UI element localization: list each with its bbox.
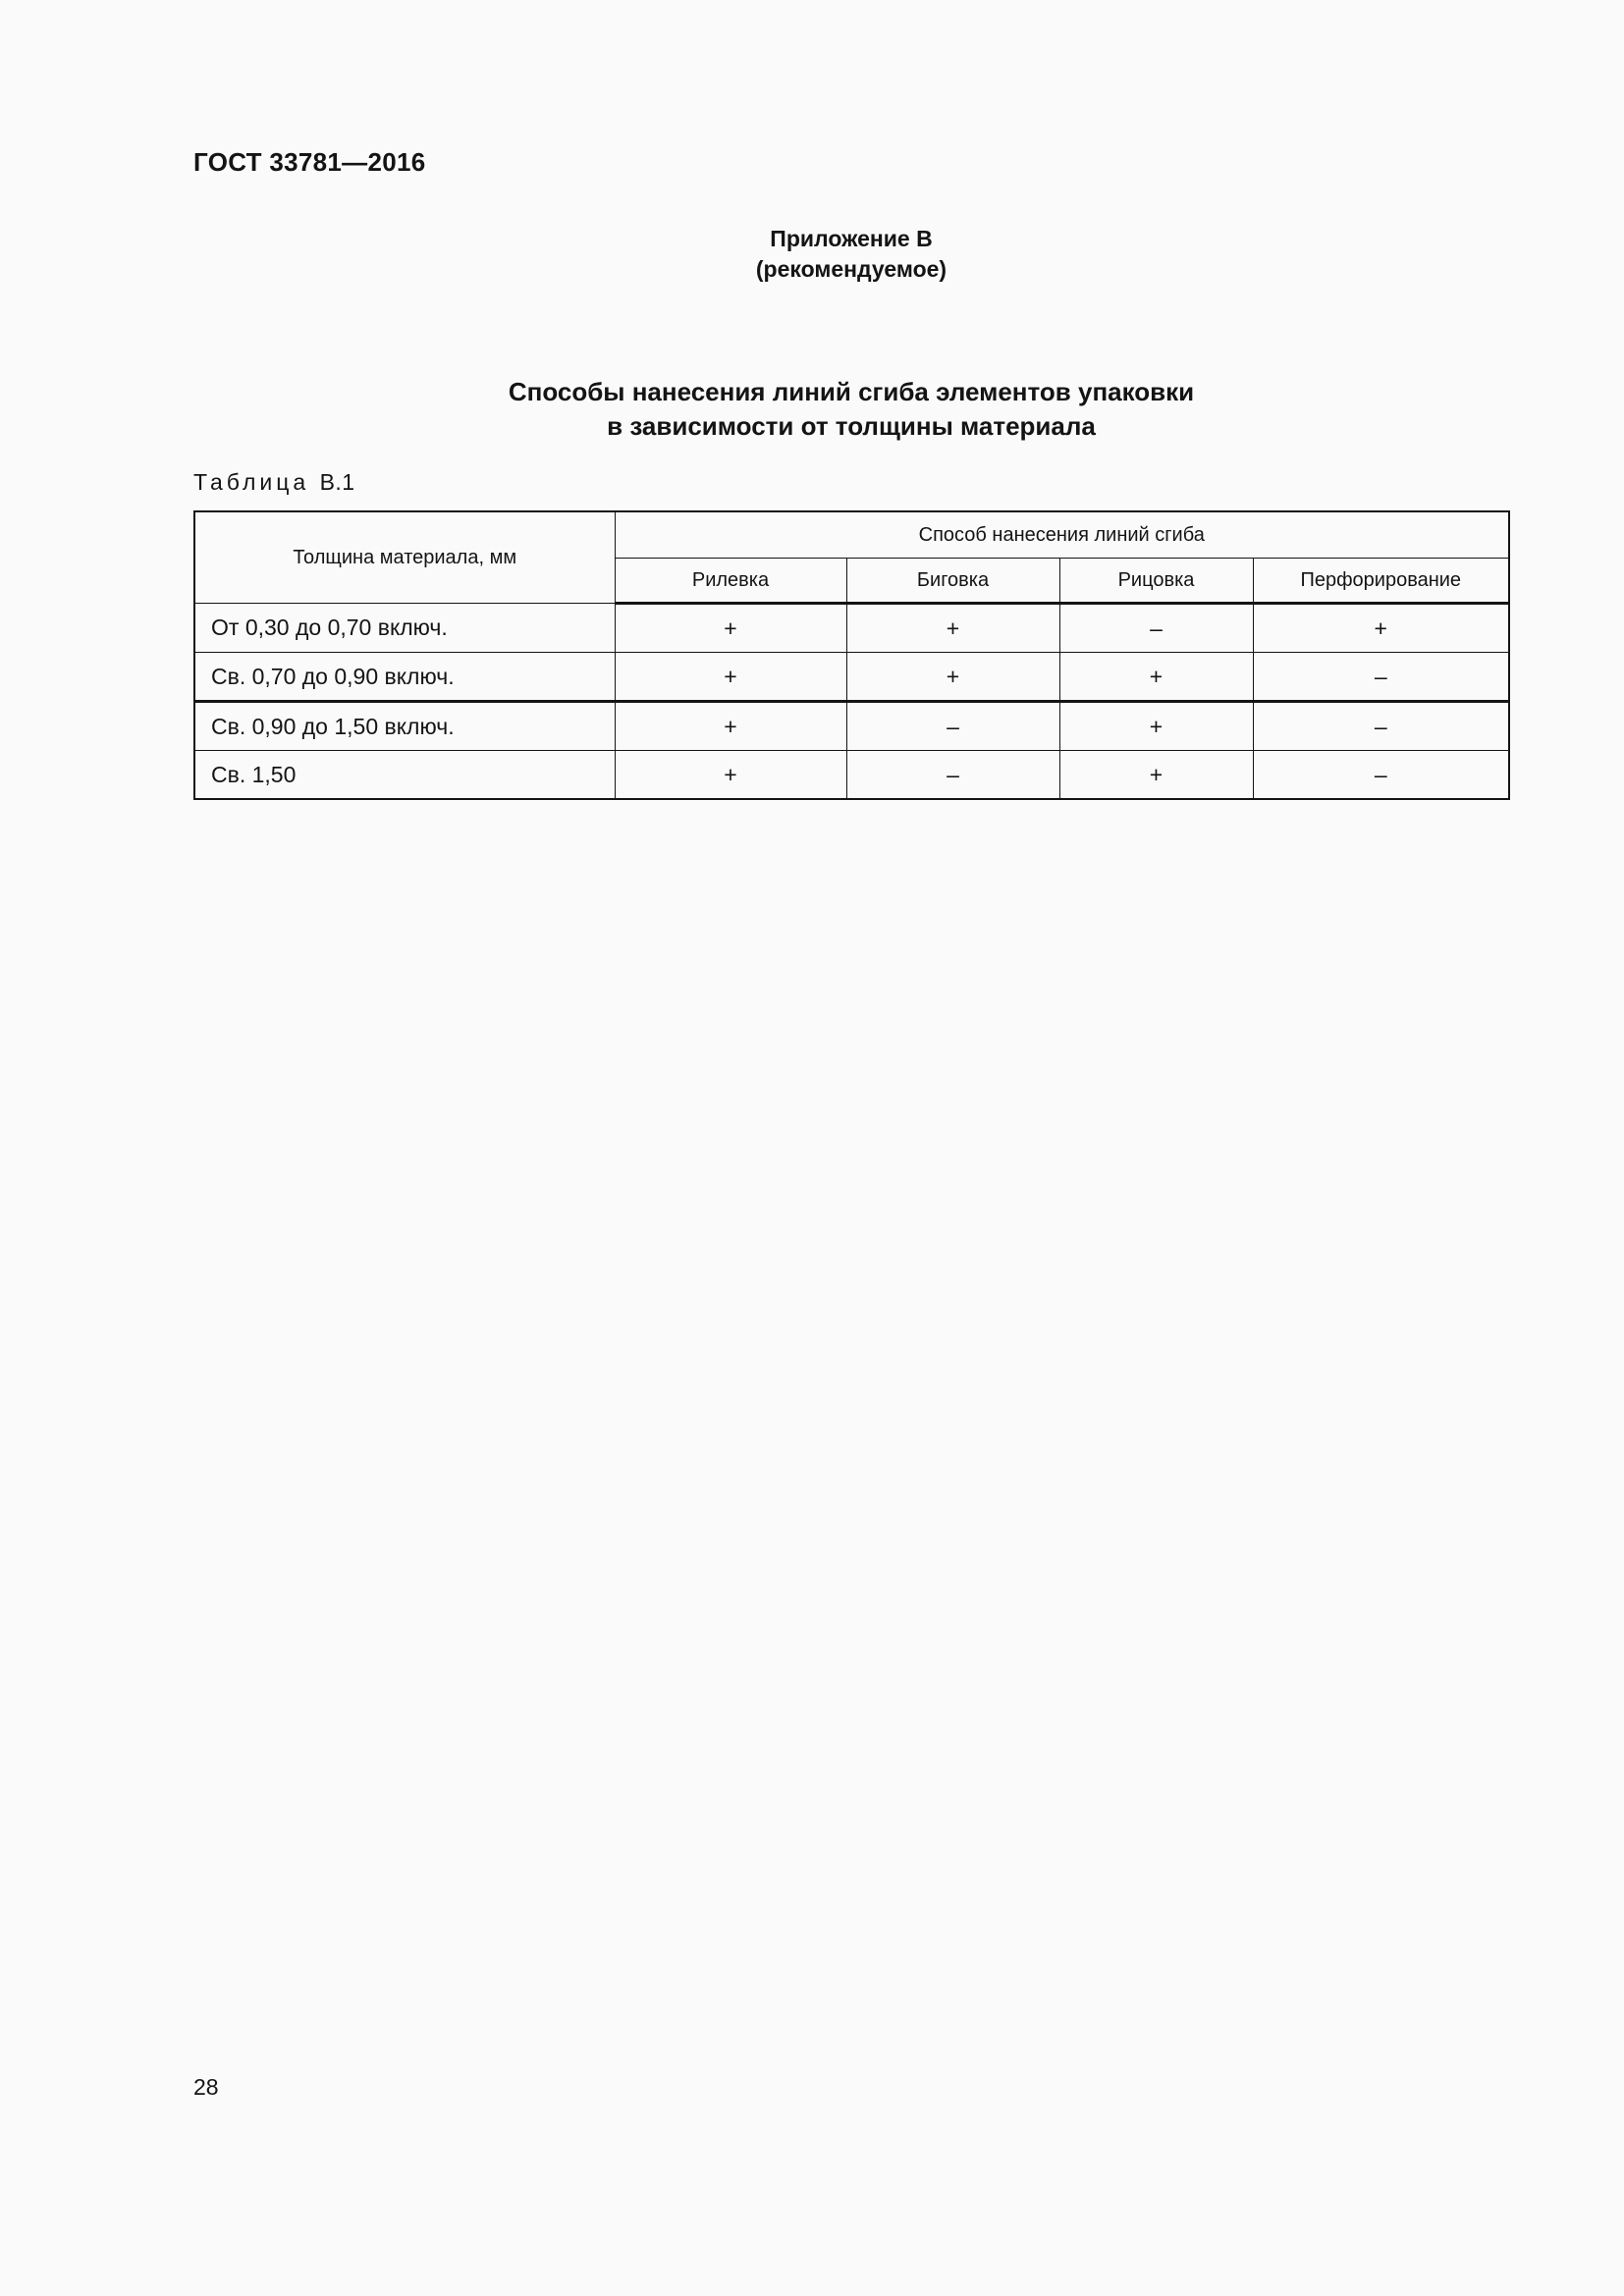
row-label: Св. 1,50 [194, 751, 615, 800]
column-header-rilevka: Рилевка [615, 559, 846, 604]
table-cell: + [615, 653, 846, 702]
table-cell: + [1253, 604, 1509, 653]
column-header-perforation: Перфорирование [1253, 559, 1509, 604]
table-cell: + [1059, 751, 1253, 800]
table-cell: + [615, 751, 846, 800]
row-label: Св. 0,70 до 0,90 включ. [194, 653, 615, 702]
table-cell: + [615, 604, 846, 653]
table-cell: – [846, 702, 1059, 751]
document-standard-header: ГОСТ 33781—2016 [193, 147, 426, 177]
table-cell: – [846, 751, 1059, 800]
row-label: От 0,30 до 0,70 включ. [194, 604, 615, 653]
row-label: Св. 0,90 до 1,50 включ. [194, 702, 615, 751]
table-cell: – [1253, 653, 1509, 702]
table-row [194, 751, 1509, 800]
table-cell: + [846, 653, 1059, 702]
section-title-line-2: в зависимости от толщины материала [607, 411, 1096, 441]
appendix-heading [0, 224, 1624, 285]
table-cell: – [1253, 702, 1509, 751]
table-caption-word: Таблица [193, 469, 310, 495]
table-cell: + [1059, 702, 1253, 751]
column-header-bigovka: Биговка [846, 559, 1059, 604]
table-cell: + [846, 604, 1059, 653]
table-row [194, 604, 1509, 653]
appendix-title: Приложение В [770, 226, 933, 251]
table-cell: – [1059, 604, 1253, 653]
table-caption [193, 469, 355, 496]
table-row [194, 653, 1509, 702]
page-number: 28 [193, 2074, 219, 2100]
section-title-line-1: Способы нанесения линий сгиба элементов упаковки [508, 377, 1195, 406]
table-row [194, 702, 1509, 751]
column-header-ritsovka: Рицовка [1059, 559, 1253, 604]
fold-method-group-header: Способ нанесения линий сгиба [615, 511, 1509, 559]
section-title [0, 375, 1624, 444]
table-caption-number: В.1 [319, 469, 355, 495]
table-cell: + [615, 702, 846, 751]
material-thickness-header: Толщина материала, мм [194, 511, 615, 604]
table-cell: – [1253, 751, 1509, 800]
fold-line-methods-table [193, 510, 1510, 800]
table-cell: + [1059, 653, 1253, 702]
appendix-status: (рекомендуемое) [755, 256, 947, 282]
